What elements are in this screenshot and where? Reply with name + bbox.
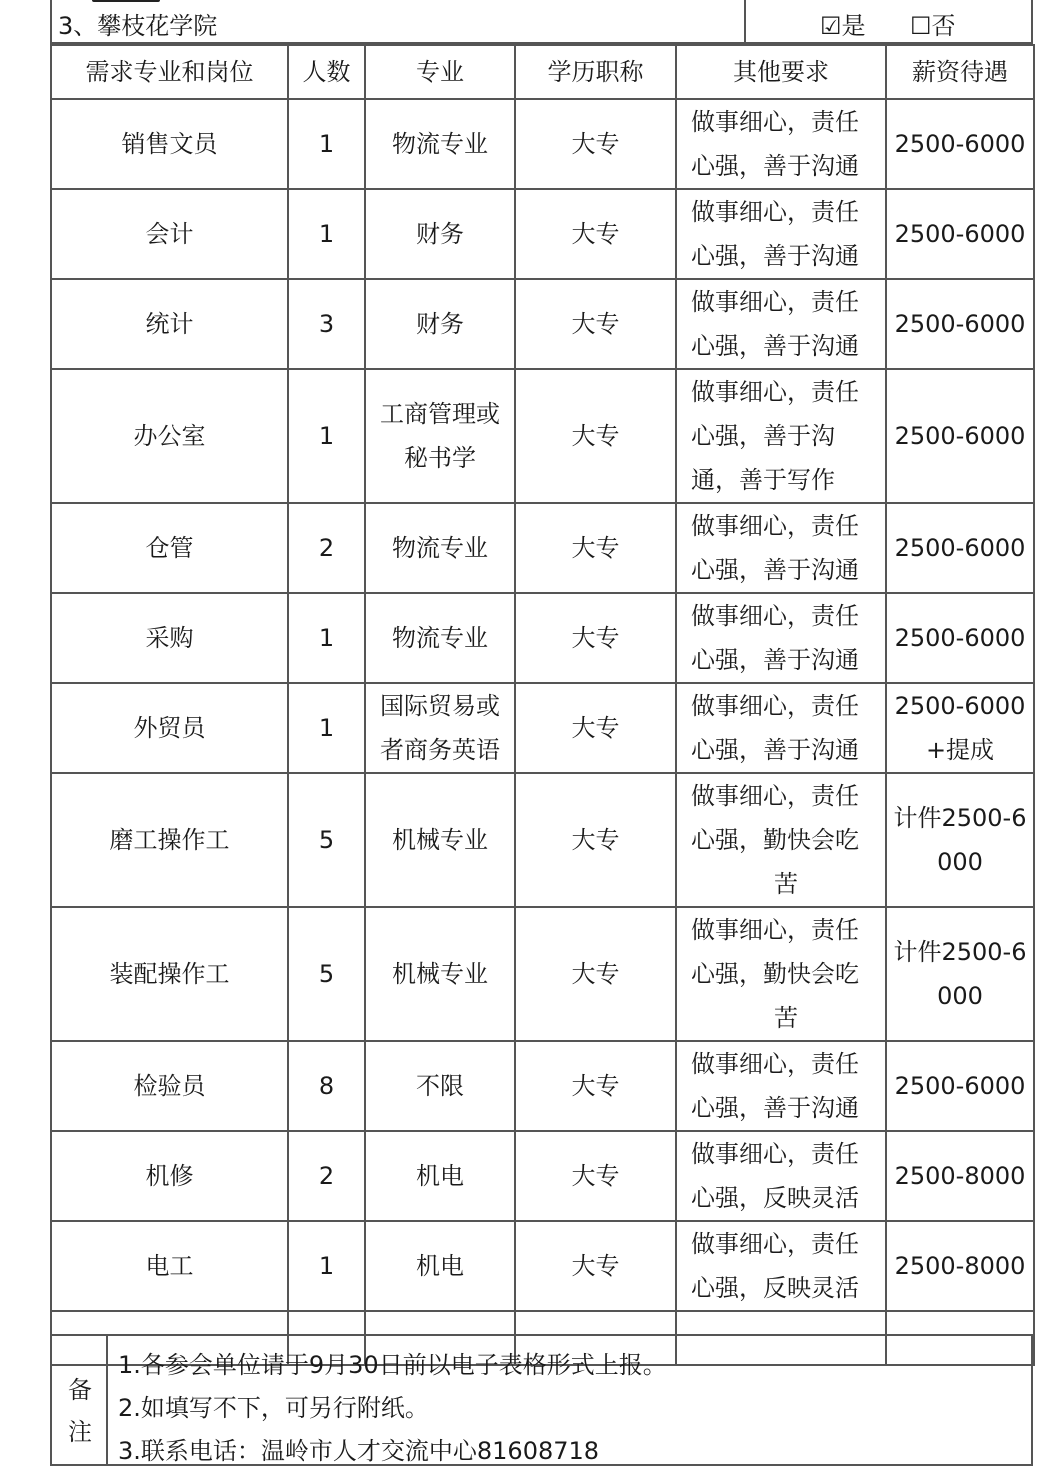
salary-line: +提成	[925, 736, 995, 764]
requirement-line: 苦	[774, 870, 798, 898]
cell-position: 装配操作工	[51, 907, 288, 1041]
cell-salary	[886, 1041, 1034, 1131]
cell-salary	[886, 683, 1034, 773]
cell-major: 机械专业	[365, 907, 515, 1041]
cell-position: 外贸员	[51, 683, 288, 773]
requirement-line: 心强，反映灵活	[691, 1184, 859, 1212]
cell-major: 物流专业	[365, 593, 515, 683]
salary-line: 2500-8000	[894, 1162, 1026, 1190]
requirement-line: 做事细心，责任	[691, 1140, 859, 1168]
cell-requirements	[676, 773, 886, 907]
salary-line: 2500-8000	[894, 1252, 1026, 1280]
requirement-line: 做事细心，责任	[691, 1230, 859, 1258]
table-row	[51, 279, 1034, 369]
table-row	[51, 1131, 1034, 1221]
cell-salary	[886, 369, 1034, 503]
column-header-education: 学历职称	[515, 45, 676, 99]
requirement-line: 做事细心，责任	[691, 378, 859, 406]
cell-count: 5	[288, 907, 365, 1041]
cell-requirements	[676, 369, 886, 503]
requirement-line: 做事细心，责任	[691, 198, 859, 226]
cell-requirements	[676, 1221, 886, 1311]
note-line: 2.如填写不下，可另行附纸。	[118, 1394, 429, 1422]
cell-count: 3	[288, 279, 365, 369]
cell-education: 大专	[515, 773, 676, 907]
cell-education: 大专	[515, 1221, 676, 1311]
requirement-line: 做事细心，责任	[691, 288, 859, 316]
cell-salary	[886, 279, 1034, 369]
cell-position: 电工	[51, 1221, 288, 1311]
salary-line: 000	[937, 848, 983, 876]
cell-major	[365, 683, 515, 773]
cell-major: 不限	[365, 1041, 515, 1131]
cell-requirements	[676, 593, 886, 683]
cell-position: 磨工操作工	[51, 773, 288, 907]
cell-education: 大专	[515, 189, 676, 279]
table-row	[51, 683, 1034, 773]
requirement-line: 心强，善于沟通	[691, 736, 859, 764]
salary-line: 2500-6000	[894, 220, 1026, 248]
cell-requirements	[676, 907, 886, 1041]
cell-requirements	[676, 683, 886, 773]
salary-line: 2500-6000	[894, 422, 1026, 450]
cell-requirements	[676, 1131, 886, 1221]
requirement-line: 心强，勤快会吃	[691, 826, 859, 854]
salary-line: 2500-6000	[894, 692, 1026, 720]
table-row	[51, 99, 1034, 189]
cell-position: 仓管	[51, 503, 288, 593]
salary-line: 2500-6000	[894, 534, 1026, 562]
cell-education: 大专	[515, 99, 676, 189]
requirement-line: 做事细心，责任	[691, 512, 859, 540]
table-row	[51, 907, 1034, 1041]
cell-major: 机电	[365, 1221, 515, 1311]
cell-major: 财务	[365, 189, 515, 279]
cell-count: 5	[288, 773, 365, 907]
requirement-line: 心强，善于沟	[691, 422, 835, 450]
cell-position: 销售文员	[51, 99, 288, 189]
cell-education: 大专	[515, 279, 676, 369]
column-header-requirements: 其他要求	[676, 45, 886, 99]
requirement-line: 做事细心，责任	[691, 692, 859, 720]
requirement-line: 心强，善于沟通	[691, 646, 859, 674]
cell-position: 机修	[51, 1131, 288, 1221]
cell-major: 机电	[365, 1131, 515, 1221]
cell-education: 大专	[515, 369, 676, 503]
note-line: 3.联系电话：温岭市人才交流中心81608718	[118, 1437, 600, 1465]
notes-label-char: 注	[68, 1418, 92, 1446]
cell-education: 大专	[515, 1131, 676, 1221]
requirement-line: 做事细心，责任	[691, 782, 859, 810]
cell-education: 大专	[515, 593, 676, 683]
requirement-line: 做事细心，责任	[691, 602, 859, 630]
table-header-row	[51, 45, 1034, 99]
requirement-line: 心强，善于沟通	[691, 152, 859, 180]
school-name: 3、攀枝花学院	[58, 12, 218, 40]
cell-salary	[886, 1131, 1034, 1221]
table-row	[51, 1041, 1034, 1131]
cell-major: 机械专业	[365, 773, 515, 907]
cell-major: 物流专业	[365, 503, 515, 593]
cell-requirements	[676, 279, 886, 369]
cell-major: 物流专业	[365, 99, 515, 189]
column-header-count: 人数	[288, 45, 365, 99]
requirement-line: 苦	[774, 1004, 798, 1032]
requirement-line: 通，善于写作	[691, 466, 835, 494]
cell-position: 统计	[51, 279, 288, 369]
notes-section	[50, 1334, 1033, 1466]
table-row	[51, 369, 1034, 503]
cell-count: 2	[288, 1131, 365, 1221]
salary-line: 2500-6000	[894, 310, 1026, 338]
requirement-line: 做事细心，责任	[691, 108, 859, 136]
notes-lines	[118, 1344, 667, 1473]
column-header-salary: 薪资待遇	[886, 45, 1034, 99]
cell-requirements	[676, 503, 886, 593]
table-row	[51, 1221, 1034, 1311]
salary-line: 000	[937, 982, 983, 1010]
cell-count: 1	[288, 189, 365, 279]
cell-salary	[886, 1221, 1034, 1311]
cell-requirements	[676, 99, 886, 189]
header-divider	[744, 0, 746, 42]
major-line: 国际贸易或	[380, 692, 500, 720]
option-no-checkbox[interactable]: ☐否	[910, 12, 956, 40]
requirement-line: 做事细心，责任	[691, 1050, 859, 1078]
salary-line: 2500-6000	[894, 1072, 1026, 1100]
table-row	[51, 189, 1034, 279]
salary-line: 计件2500-6	[893, 938, 1027, 966]
notes-label	[52, 1336, 108, 1464]
cell-major	[365, 369, 515, 503]
cell-salary	[886, 907, 1034, 1041]
cell-count: 1	[288, 593, 365, 683]
major-line: 工商管理或	[380, 400, 500, 428]
cell-salary	[886, 593, 1034, 683]
cell-salary	[886, 189, 1034, 279]
requirement-line: 心强，善于沟通	[691, 556, 859, 584]
table-row	[51, 503, 1034, 593]
cell-major: 财务	[365, 279, 515, 369]
table-row	[51, 773, 1034, 907]
cell-count: 1	[288, 369, 365, 503]
cell-position: 会计	[51, 189, 288, 279]
cell-requirements	[676, 1041, 886, 1131]
cell-count: 8	[288, 1041, 365, 1131]
cell-count: 1	[288, 99, 365, 189]
school-header-row	[50, 0, 1033, 44]
cell-requirements	[676, 189, 886, 279]
cell-education: 大专	[515, 503, 676, 593]
column-header-position: 需求专业和岗位	[51, 45, 288, 99]
requirement-line: 心强，善于沟通	[691, 332, 859, 360]
requirement-line: 心强，勤快会吃	[691, 960, 859, 988]
major-line: 秘书学	[404, 444, 476, 472]
cell-count: 1	[288, 1221, 365, 1311]
requirement-line: 心强，反映灵活	[691, 1274, 859, 1302]
cell-salary	[886, 503, 1034, 593]
notes-label-char: 备	[68, 1376, 92, 1404]
salary-line: 计件2500-6	[893, 804, 1027, 832]
cell-position: 办公室	[51, 369, 288, 503]
cell-count: 2	[288, 503, 365, 593]
option-yes-checkbox[interactable]: ☑是	[820, 12, 866, 40]
column-header-major: 专业	[365, 45, 515, 99]
note-line: 1.各参会单位请于9月30日前以电子表格形式上报。	[118, 1351, 667, 1379]
jobs-table	[50, 44, 1035, 1366]
requirement-line: 心强，善于沟通	[691, 1094, 859, 1122]
cell-salary	[886, 99, 1034, 189]
cell-education: 大专	[515, 683, 676, 773]
requirement-line: 做事细心，责任	[691, 916, 859, 944]
salary-line: 2500-6000	[894, 624, 1026, 652]
salary-line: 2500-6000	[894, 130, 1026, 158]
table-row	[51, 593, 1034, 683]
cell-salary	[886, 773, 1034, 907]
cell-education: 大专	[515, 907, 676, 1041]
page-tab-mark	[92, 0, 160, 2]
cell-education: 大专	[515, 1041, 676, 1131]
cell-position: 检验员	[51, 1041, 288, 1131]
cell-count: 1	[288, 683, 365, 773]
major-line: 者商务英语	[380, 736, 500, 764]
requirement-line: 心强，善于沟通	[691, 242, 859, 270]
cell-position: 采购	[51, 593, 288, 683]
